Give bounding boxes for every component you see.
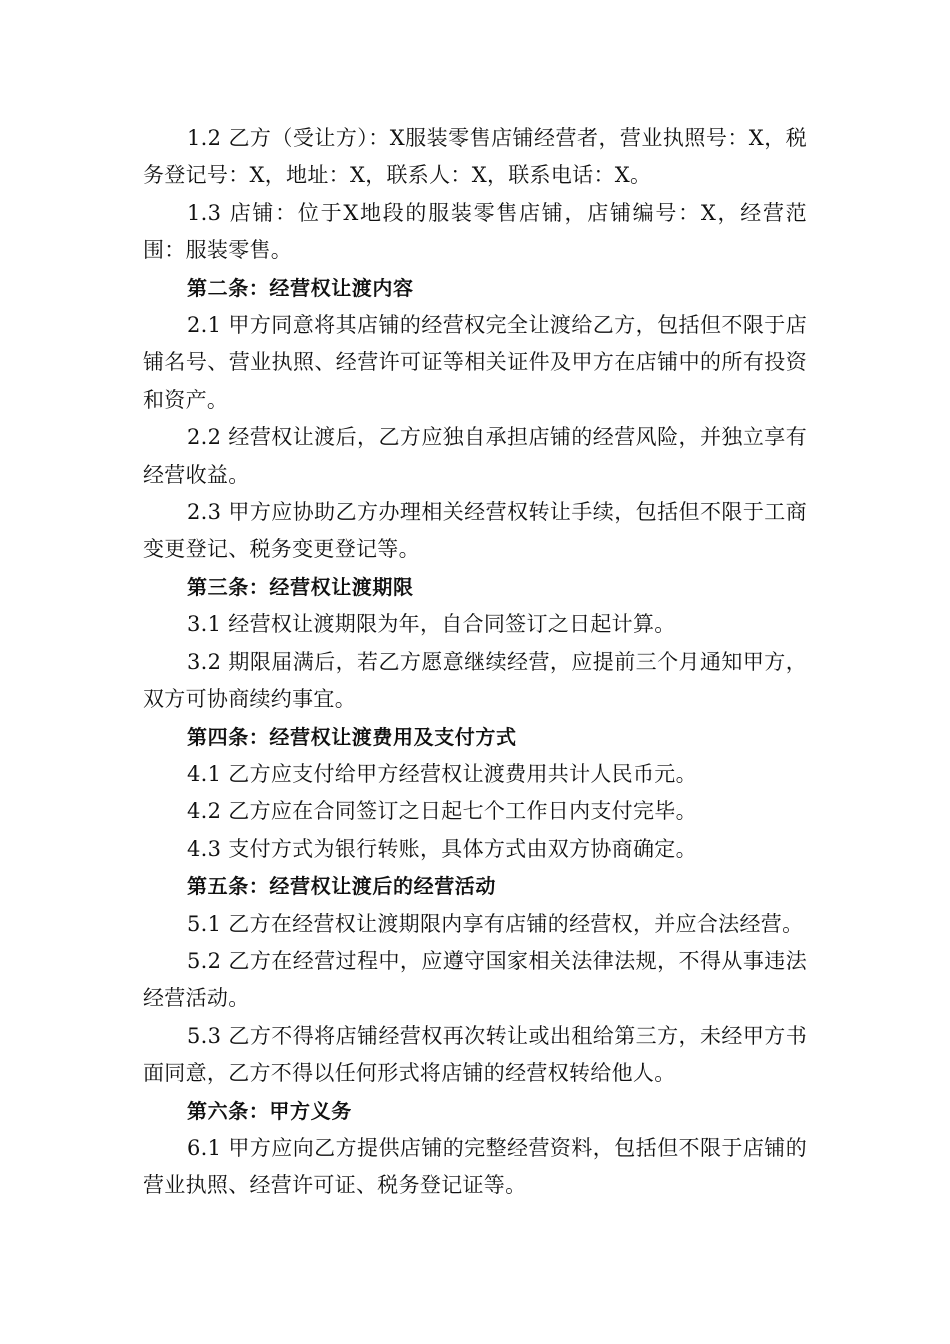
clause-5-3: 5.3 乙方不得将店铺经营权再次转让或出租给第三方，未经甲方书面同意，乙方不得以任何形式将店铺的经营权转给他人。	[143, 1023, 807, 1086]
article-3-heading: 第三条：经营权让渡期限	[187, 574, 414, 599]
clause-6-1: 6.1 甲方应向乙方提供店铺的完整经营资料，包括但不限于店铺的营业执照、经营许可证、税务登记证等。	[143, 1135, 807, 1198]
article-2-heading: 第二条：经营权让渡内容	[187, 275, 414, 300]
clause-2-3: 2.3 甲方应协助乙方办理相关经营权转让手续，包括但不限于工商变更登记、税务变更登记等。	[143, 500, 807, 562]
clause-2-1: 2.1 甲方同意将其店铺的经营权完全让渡给乙方，包括但不限于店铺名号、营业执照、经营许可证等相关证件及甲方在店铺中的所有投资和资产。	[143, 313, 807, 412]
article-5-heading: 第五条：经营权让渡后的经营活动	[187, 874, 496, 899]
clause-1-2: 1.2 乙方（受让方）：X服装零售店铺经营者，营业执照号：X，税务登记号：X，地址：X，联系人：X，联系电话：X。	[143, 126, 807, 188]
article-6-heading: 第六条：甲方义务	[187, 1098, 352, 1123]
clause-2-2: 2.2 经营权让渡后，乙方应独自承担店铺的经营风险，并独立享有经营收益。	[143, 425, 807, 487]
clause-3-1: 3.1 经营权让渡期限为年，自合同签订之日起计算。	[187, 612, 676, 637]
clause-5-1: 5.1 乙方在经营权让渡期限内享有店铺的经营权，并应合法经营。	[187, 911, 804, 936]
clause-4-1: 4.1 乙方应支付给甲方经营权让渡费用共计人民币元。	[187, 761, 697, 786]
clause-4-3: 4.3 支付方式为银行转账，具体方式由双方协商确定。	[187, 836, 697, 861]
clause-1-3: 1.3 店铺：位于X地段的服装零售店铺，店铺编号：X，经营范围：服装零售。	[143, 200, 807, 263]
clause-5-2: 5.2 乙方在经营过程中，应遵守国家相关法律法规，不得从事违法经营活动。	[143, 948, 807, 1011]
document-page	[143, 120, 807, 1205]
clause-4-2: 4.2 乙方应在合同签订之日起七个工作日内支付完毕。	[187, 799, 697, 824]
clause-3-2: 3.2 期限届满后，若乙方愿意继续经营，应提前三个月通知甲方，双方可协商续约事宜。	[143, 649, 807, 712]
article-4-heading: 第四条：经营权让渡费用及支付方式	[187, 724, 517, 749]
